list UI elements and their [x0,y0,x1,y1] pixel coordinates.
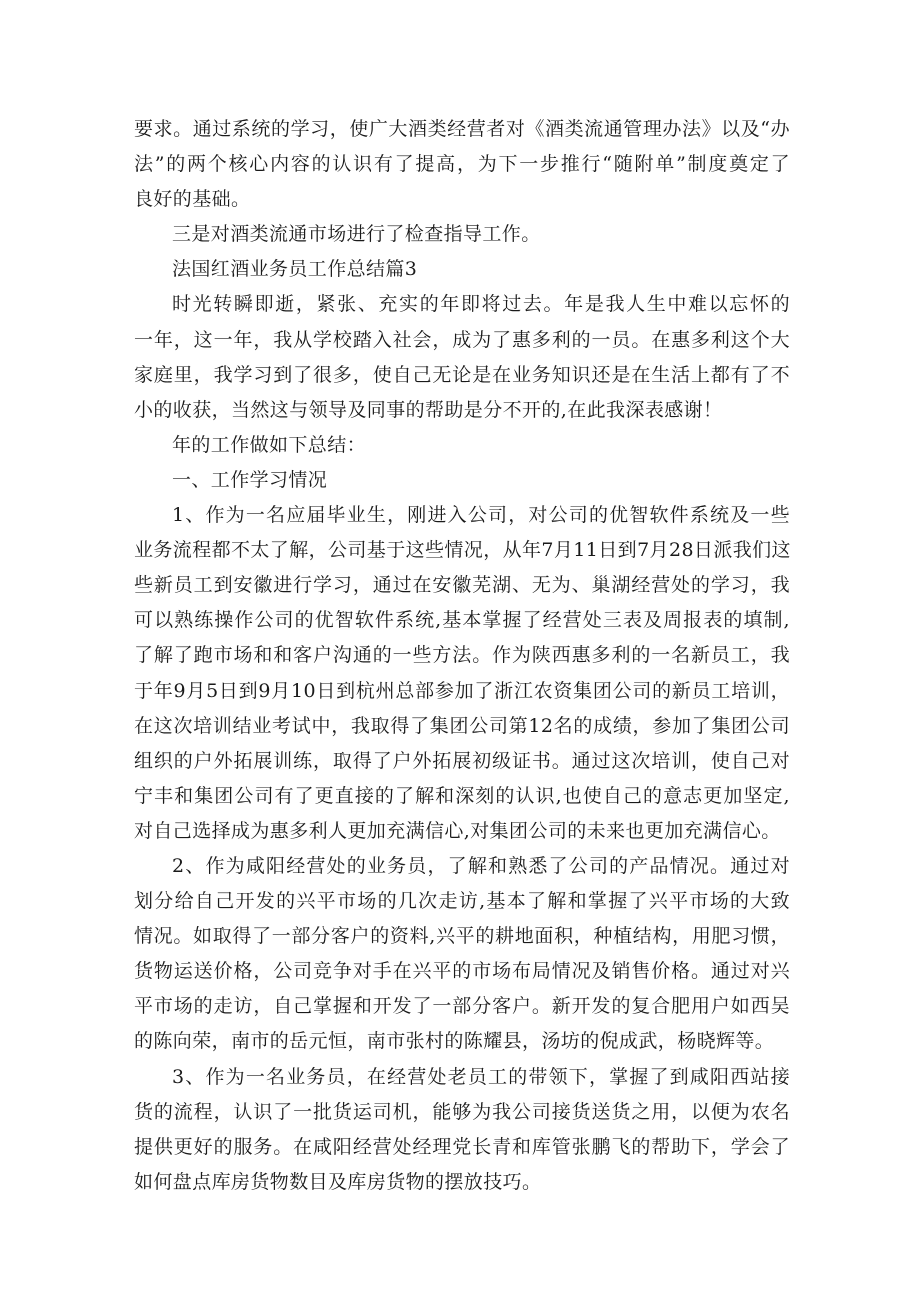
paragraph-p9 [134,1060,790,1200]
text-line: 一年，这一年，我从学校踏入社会，成为了惠多利的一员。在惠多利这个大 [134,328,790,351]
text-line: 3、作为一名业务员，在经营处老员工的带领下，掌握了到咸阳西站接 [172,1065,790,1088]
text-line: 货物运送价格，公司竞争对手在兴平的市场布局情况及销售价格。通过对兴 [134,960,790,983]
text-line: 可以熟练操作公司的优智软件系统,基本掌握了经营处三表及周报表的填制, [134,609,790,632]
text-line: 一、工作学习情况 [172,468,328,491]
text-line: 如何盘点库房货物数目及库房货物的摆放技巧。 [134,1170,542,1193]
text-line: 对自己选择成为惠多利人更加充满信心,对集团公司的未来也更加充满信心。 [134,819,781,842]
paragraph-p8 [134,849,790,1060]
paragraph-p3 [134,252,790,287]
text-line: 宁丰和集团公司有了更直接的了解和深刻的认识,也使自己的意志更加坚定, [134,784,790,807]
paragraph-p1 [134,112,790,217]
text-line: 业务流程都不太了解，公司基于这些情况，从年7月11日到7月28日派我们这 [134,539,791,562]
text-line: 年的工作做如下总结： [172,433,367,456]
paragraph-p7 [134,498,790,849]
text-line: 的陈向荣，南市的岳元恒，南市张村的陈耀县，汤坊的倪成武，杨晓辉等。 [134,1030,775,1053]
text-line: 法国红酒业务员工作总结篇3 [172,258,418,281]
text-line: 在这次培训结业考试中，我取得了集团公司第12名的成绩，参加了集团公司 [134,714,790,737]
text-line: 货的流程，认识了一批货运司机，能够为我公司接货送货之用，以便为农名 [134,1100,790,1123]
text-line: 家庭里，我学习到了很多，使自己无论是在业务知识还是在生活上都有了不 [134,363,790,386]
text-line: 时光转瞬即逝，紧张、充实的年即将过去。年是我人生中难以忘怀的 [172,293,790,316]
text-line: 于年9月5日到9月10日到杭州总部参加了浙江农资集团公司的新员工培训， [134,679,790,702]
text-line: 平市场的走访，自己掌握和开发了一部分客户。新开发的复合肥用户如西吴 [134,995,790,1018]
text-line: 提供更好的服务。在咸阳经营处经理党长青和库管张鹏飞的帮助下，学会了 [134,1135,790,1158]
text-line: 要求。通过系统的学习，使广大酒类经营者对《酒类流通管理办法》以及“办 [134,118,790,140]
document-body [134,112,790,1200]
paragraph-p6 [134,463,790,498]
text-line: 情况。如取得了一部分客户的资料,兴平的耕地面积，种植结构，用肥习惯， [134,925,790,948]
paragraph-p4 [134,287,790,427]
text-line: 组织的户外拓展训练，取得了户外拓展初级证书。通过这次培训，使自己对 [134,749,790,772]
text-line: 1、作为一名应届毕业生，刚进入公司，对公司的优智软件系统及一些 [172,504,790,527]
text-line: 小的收获，当然这与领导及同事的帮助是分不开的,在此我深表感谢！ [134,398,723,421]
text-line: 法”的两个核心内容的认识有了提高，为下一步推行“随附单”制度奠定了 [134,153,790,176]
text-line: 良好的基础。 [134,188,251,211]
paragraph-p5 [134,428,790,463]
text-line: 些新员工到安徽进行学习，通过在安徽芜湖、无为、巢湖经营处的学习，我 [134,574,790,597]
text-line: 划分给自己开发的兴平市场的几次走访,基本了解和掌握了兴平市场的大致 [134,890,790,913]
text-line: 三是对酒类流通市场进行了检查指导工作。 [172,223,541,246]
text-line: 2、作为咸阳经营处的业务员，了解和熟悉了公司的产品情况。通过对 [172,854,790,877]
paragraph-p2 [134,217,790,252]
text-line: 了解了跑市场和和客户沟通的一些方法。作为陕西惠多利的一名新员工，我 [134,644,790,667]
